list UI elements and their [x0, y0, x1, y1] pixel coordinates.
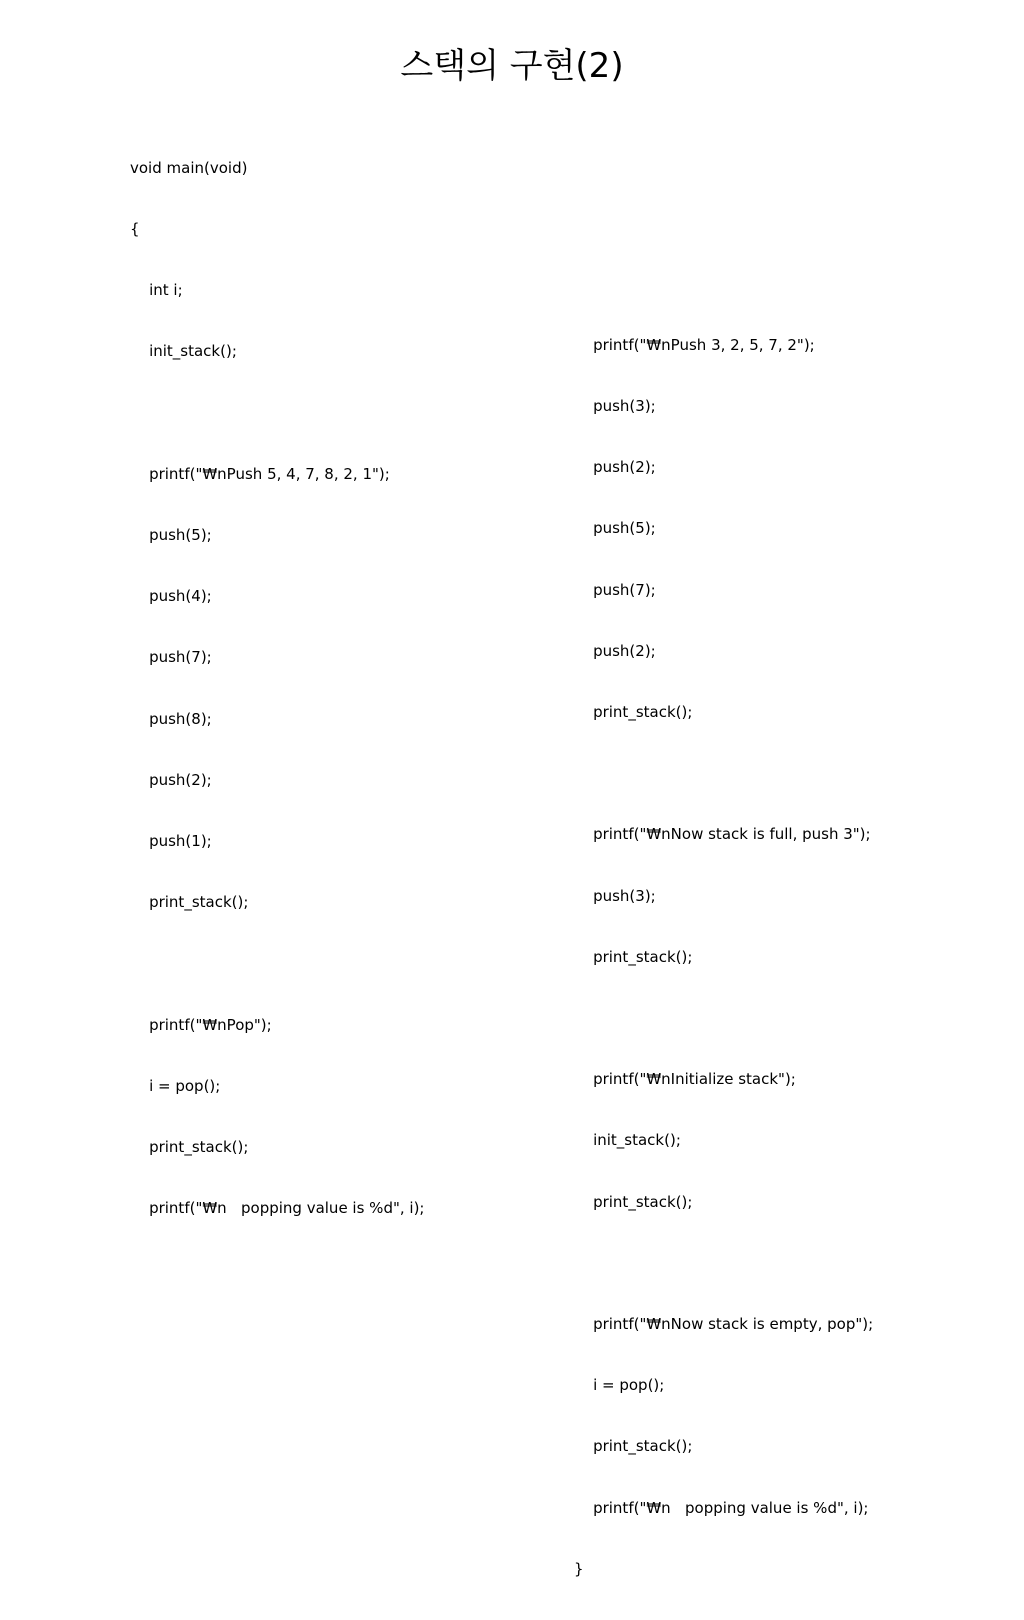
- code-line: push(7);: [130, 648, 212, 667]
- slide-title: 스택의 구현(2): [400, 46, 624, 86]
- code-line: print_stack();: [130, 1138, 249, 1157]
- code-line: printf("₩n popping value is %d", i);: [574, 1498, 869, 1517]
- code-line: i = pop();: [574, 1376, 665, 1395]
- code-line: push(5);: [574, 519, 656, 538]
- code-line: push(1);: [130, 832, 212, 851]
- code-line: print_stack();: [574, 1437, 693, 1456]
- code-line: {: [130, 220, 140, 239]
- code-line: [130, 403, 424, 423]
- code-line: printf("₩nPop");: [130, 1015, 272, 1034]
- code-line: int i;: [130, 281, 183, 300]
- code-line: push(4);: [130, 587, 212, 606]
- code-line: void main(void): [130, 158, 248, 177]
- code-line: init_stack();: [130, 342, 237, 361]
- code-block-left: [130, 117, 424, 1259]
- code-line: push(7);: [574, 580, 656, 599]
- code-line: push(5);: [130, 526, 212, 545]
- code-line: push(2);: [130, 770, 212, 789]
- code-line: [574, 1008, 873, 1028]
- code-line: printf("₩nPush 5, 4, 7, 8, 2, 1");: [130, 464, 390, 483]
- code-line: push(8);: [130, 709, 212, 728]
- code-line: push(2);: [574, 458, 656, 477]
- code-line: push(3);: [574, 886, 656, 905]
- code-line: [574, 1253, 873, 1273]
- code-line: printf("₩n popping value is %d", i);: [130, 1199, 425, 1218]
- code-line: print_stack();: [574, 1192, 693, 1211]
- code-line: printf("₩nNow stack is empty, pop");: [574, 1315, 874, 1334]
- code-line: printf("₩nNow stack is full, push 3");: [574, 825, 871, 844]
- code-line: print_stack();: [130, 893, 249, 912]
- code-line: i = pop();: [130, 1076, 221, 1095]
- code-block-right: [574, 294, 873, 1620]
- code-line: printf("₩nPush 3, 2, 5, 7, 2");: [574, 335, 815, 354]
- code-line: push(3);: [574, 397, 656, 416]
- code-line: init_stack();: [574, 1131, 681, 1150]
- code-line: }: [574, 1559, 584, 1578]
- code-line: [130, 953, 424, 973]
- code-line: [574, 763, 873, 783]
- code-line: printf("₩nInitialize stack");: [574, 1070, 796, 1089]
- code-line: push(2);: [574, 641, 656, 660]
- code-line: print_stack();: [574, 703, 693, 722]
- code-line: print_stack();: [574, 947, 693, 966]
